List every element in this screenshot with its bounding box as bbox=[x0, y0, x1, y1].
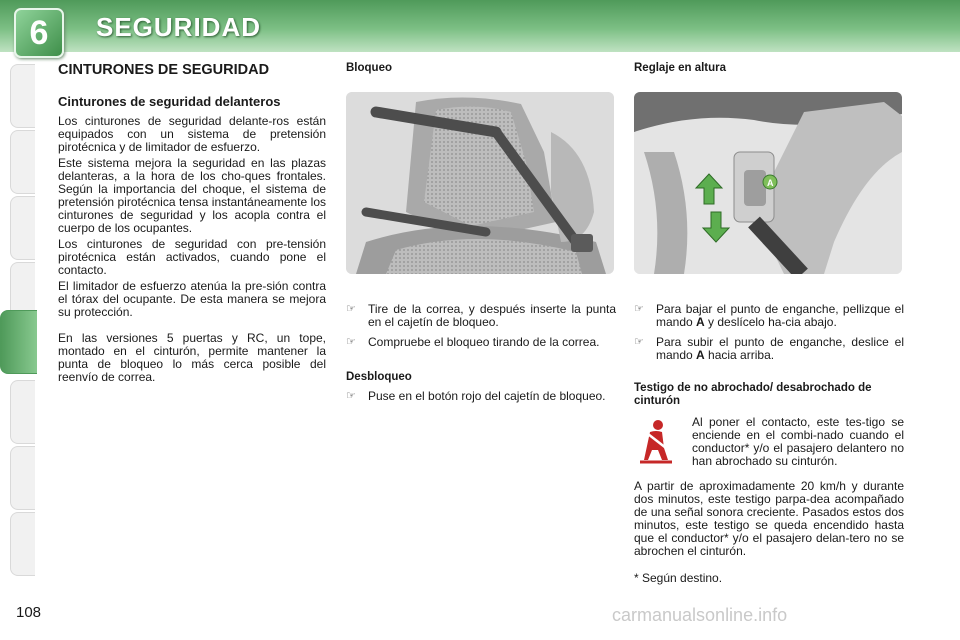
subsection-heading: Cinturones de seguridad delanteros bbox=[58, 94, 281, 109]
seat-illustration bbox=[346, 92, 614, 274]
footnote: * Según destino. bbox=[634, 571, 723, 585]
chapter-tab[interactable] bbox=[10, 130, 35, 194]
warning-block bbox=[634, 416, 904, 476]
list-item: ☞ Compruebe el bloqueo tirando de la correa. bbox=[346, 336, 616, 349]
paragraph: En las versiones 5 puertas y RC, un tope, montado en el cinturón, permite mantener la punta de bloqueo lo más cerca posible del reenvío de correa. bbox=[58, 331, 326, 384]
locking-heading: Bloqueo bbox=[346, 62, 392, 74]
list-item bbox=[634, 303, 904, 329]
text: hacia arriba. bbox=[704, 348, 775, 362]
paragraph: Este sistema mejora la seguridad en las plazas delanteras, a la hora de los cho-ques frontales. Según la importancia del choque, el sistema de pretensión pirotécnica tensa instantáneamente los cinturones de seguridad y los acopla contra el cuerpo de los ocupantes. bbox=[58, 156, 326, 235]
text: y deslícelo ha-cia abajo. bbox=[704, 315, 837, 329]
height-adjust-heading: Reglaje en altura bbox=[634, 62, 727, 74]
pillar-drawing bbox=[634, 92, 902, 274]
height-adjust-steps bbox=[634, 303, 904, 362]
seat-drawing bbox=[346, 92, 614, 274]
chapter-tab-active[interactable] bbox=[0, 310, 37, 374]
warning-text: Al poner el contacto, este tes-tigo se enciende en el combi-nado cuando el conductor* y/o el pasajero delantero no han abrochado su cinturón. bbox=[692, 415, 904, 468]
chapter-number: 6 bbox=[14, 8, 64, 58]
text: Para bajar el punto de enganche, pellizque el mando bbox=[656, 302, 904, 329]
control-a-label: A bbox=[767, 178, 774, 188]
chapter-tab[interactable] bbox=[10, 196, 35, 260]
list-item: ☞ Tire de la correa, y después inserte la punta en el cajetín de bloqueo. bbox=[346, 303, 616, 329]
paragraph: Los cinturones de seguridad con pre-tensión pirotécnica están activados, cuando pone el contacto. bbox=[58, 237, 326, 277]
list-item: ☞ Puse en el botón rojo del cajetín de bloqueo. bbox=[346, 390, 616, 403]
header-band bbox=[0, 0, 960, 52]
locking-steps bbox=[346, 303, 616, 349]
control-a: A bbox=[696, 315, 705, 329]
watermark: carmanualsonline.info bbox=[612, 605, 788, 625]
list-item bbox=[634, 336, 904, 362]
column-height-adjust bbox=[634, 62, 904, 588]
paragraph: El limitador de esfuerzo atenúa la pre-sión contra el tórax del ocupante. De esta manera se mejora su protección. bbox=[58, 279, 326, 319]
chapter-tabs bbox=[0, 64, 34, 580]
pillar-illustration bbox=[634, 92, 902, 274]
column-seatbelts bbox=[58, 62, 326, 387]
chapter-tab[interactable] bbox=[10, 512, 35, 576]
chapter-tab[interactable] bbox=[10, 380, 35, 444]
page-title: SEGURIDAD bbox=[96, 12, 262, 42]
paragraph: Los cinturones de seguridad delante-ros están equipados con un sistema de pretensión pirotécnica y de limitador de esfuerzo. bbox=[58, 114, 326, 154]
warning-heading: Testigo de no abrochado/ desabrochado de cinturón bbox=[634, 382, 872, 407]
text: Para subir el punto de enganche, deslice el mando bbox=[656, 335, 904, 362]
paragraph: A partir de aproximadamente 20 km/h y durante dos minutos, este testigo parpa-dea acompañado de una señal sonora creciente. Pasados estos dos minutos, este testigo se queda encendido hasta que el conductor* y/o el pasajero delan-tero no se abrochen el cinturón. bbox=[634, 479, 904, 558]
unlocking-heading: Desbloqueo bbox=[346, 371, 412, 383]
page-number: 108 bbox=[16, 604, 42, 621]
column-locking bbox=[346, 62, 616, 410]
unlocking-steps bbox=[346, 390, 616, 403]
control-a: A bbox=[696, 348, 705, 362]
chapter-tab[interactable] bbox=[10, 446, 35, 510]
seatbelt-warning-icon bbox=[636, 416, 682, 476]
section-heading: CINTURONES DE SEGURIDAD bbox=[58, 62, 270, 78]
chapter-tab[interactable] bbox=[10, 64, 35, 128]
